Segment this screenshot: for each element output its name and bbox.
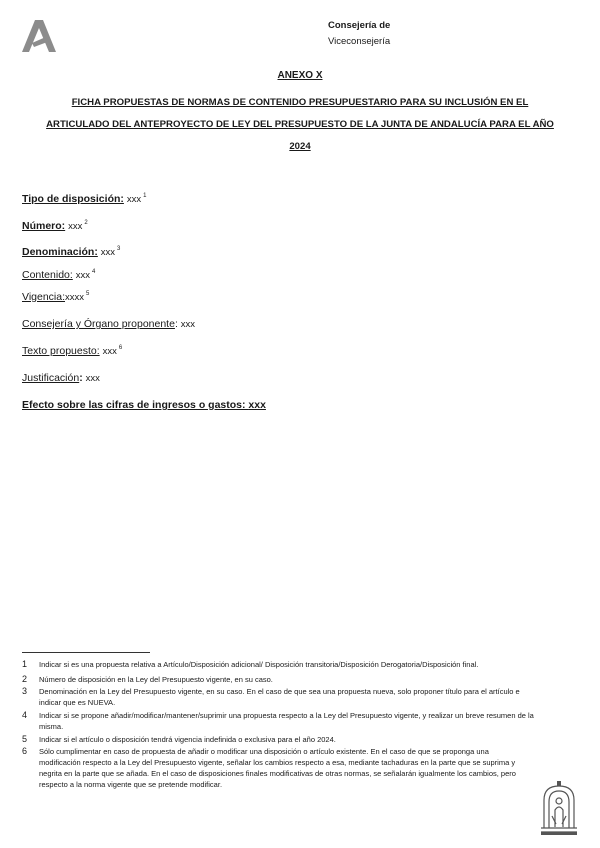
footnote-6 <box>22 746 532 790</box>
footnote-text: Indicar si es una propuesta relativa a Artículo/Disposición adicional/ Disposición transitoria/Disposición Derogatoria/Disposición final. <box>39 660 479 669</box>
footnote-number: 4 <box>22 710 28 720</box>
field-consejeria-label: Consejería y Órgano proponente <box>22 318 175 330</box>
annex-title: ANEXO X <box>277 70 323 81</box>
document-title-line-3: 2024 <box>289 141 311 152</box>
field-texto <box>22 345 122 357</box>
field-consejeria <box>22 318 195 330</box>
field-contenido-value: xxx <box>75 270 90 281</box>
footnote-text: Indicar si el artículo o disposición tendrá vigencia indefinida o exclusiva para el año 2024. <box>39 735 336 744</box>
footnote-number: 5 <box>22 734 28 744</box>
field-texto-ref: 6 <box>118 345 123 351</box>
field-numero-label: Número: <box>22 220 66 232</box>
junta-andalucia-logo <box>18 16 60 54</box>
footnote-text: Número de disposición en la Ley del Presupuesto vigente, en su caso. <box>39 675 273 684</box>
field-vigencia-value: xxxx <box>65 292 85 303</box>
field-justificacion-value: xxx <box>85 373 100 384</box>
field-texto-label: Texto propuesto: <box>22 345 100 357</box>
header-org: Consejería de <box>328 20 391 31</box>
footnote-2 <box>22 674 534 685</box>
andalucia-coat-of-arms-seal <box>538 780 580 838</box>
field-consejeria-colon: : <box>174 318 178 330</box>
footnote-3 <box>22 686 534 708</box>
footnote-text: Denominación en la Ley del Presupuesto vigente, en su caso. En el caso de que sea una propuesta nueva, solo proponer título para el artículo e indicar que es NUEVA. <box>39 687 520 707</box>
field-denominacion-ref: 3 <box>117 246 121 252</box>
footnote-separator <box>22 652 150 653</box>
field-tipo-ref: 1 <box>143 193 147 199</box>
field-numero-ref: 2 <box>84 220 88 226</box>
field-efecto <box>22 399 266 411</box>
field-denominacion-label: Denominación: <box>22 246 98 258</box>
field-tipo <box>22 193 146 205</box>
field-contenido <box>22 269 95 281</box>
field-numero-value: xxx <box>68 221 83 232</box>
field-denominacion <box>22 246 120 258</box>
field-efecto-label: Efecto sobre las cifras de ingresos o gastos: <box>22 399 246 411</box>
field-contenido-ref: 4 <box>91 269 96 275</box>
footnote-text: Sólo cumplimentar en caso de propuesta de añadir o modificar una disposición o artículo existente. En el caso de que se proponga una modificación respecto a la Ley del Presupuesto vigente, señalar los cambios respecto a esa, mediante tachaduras en la parte que se suprima y negrita en la parte que se añada. En el caso de disposiciones finales modificativas de otras normas, se señalarán igualmente los cambios, pero respecto a la norma vigente que se pretende modificar. <box>39 747 516 789</box>
field-justificacion <box>22 372 100 384</box>
footnote-number: 2 <box>22 674 28 684</box>
document-title-line-2: ARTICULADO DEL ANTEPROYECTO DE LEY DEL PRESUPUESTO DE LA JUNTA DE ANDALUCÍA PARA EL AÑO <box>46 119 554 130</box>
footnote-number: 6 <box>22 746 28 756</box>
footnote-5 <box>22 734 534 745</box>
field-texto-value: xxx <box>102 346 117 357</box>
header-org-block <box>328 18 390 50</box>
field-vigencia-ref: 5 <box>86 291 90 297</box>
footnote-4 <box>22 710 534 732</box>
header-dept: Viceconsejería <box>328 36 391 47</box>
field-tipo-value: xxx <box>126 194 142 205</box>
field-vigencia <box>22 291 89 303</box>
field-efecto-value: xxx <box>248 399 266 411</box>
field-contenido-label: Contenido: <box>22 269 73 281</box>
footnote-1 <box>22 659 534 670</box>
footnote-text: Indicar si se propone añadir/modificar/mantener/suprimir una propuesta respecto a la Ley del Presupuesto vigente, y realizar un breve resumen de la misma. <box>39 711 534 731</box>
field-denominacion-value: xxx <box>100 247 116 258</box>
document-title-line-1: FICHA PROPUESTAS DE NORMAS DE CONTENIDO PRESUPUESTARIO PARA SU INCLUSIÓN EN EL <box>71 97 529 108</box>
footnote-number: 1 <box>22 659 28 669</box>
field-consejeria-value: xxx <box>180 319 196 330</box>
footnote-number: 3 <box>22 686 28 696</box>
field-justificacion-colon: : <box>79 372 83 384</box>
field-numero <box>22 220 88 232</box>
field-tipo-label: Tipo de disposición: <box>22 193 124 205</box>
field-justificacion-label: Justificación <box>22 372 80 384</box>
field-vigencia-label: Vigencia: <box>22 291 66 303</box>
